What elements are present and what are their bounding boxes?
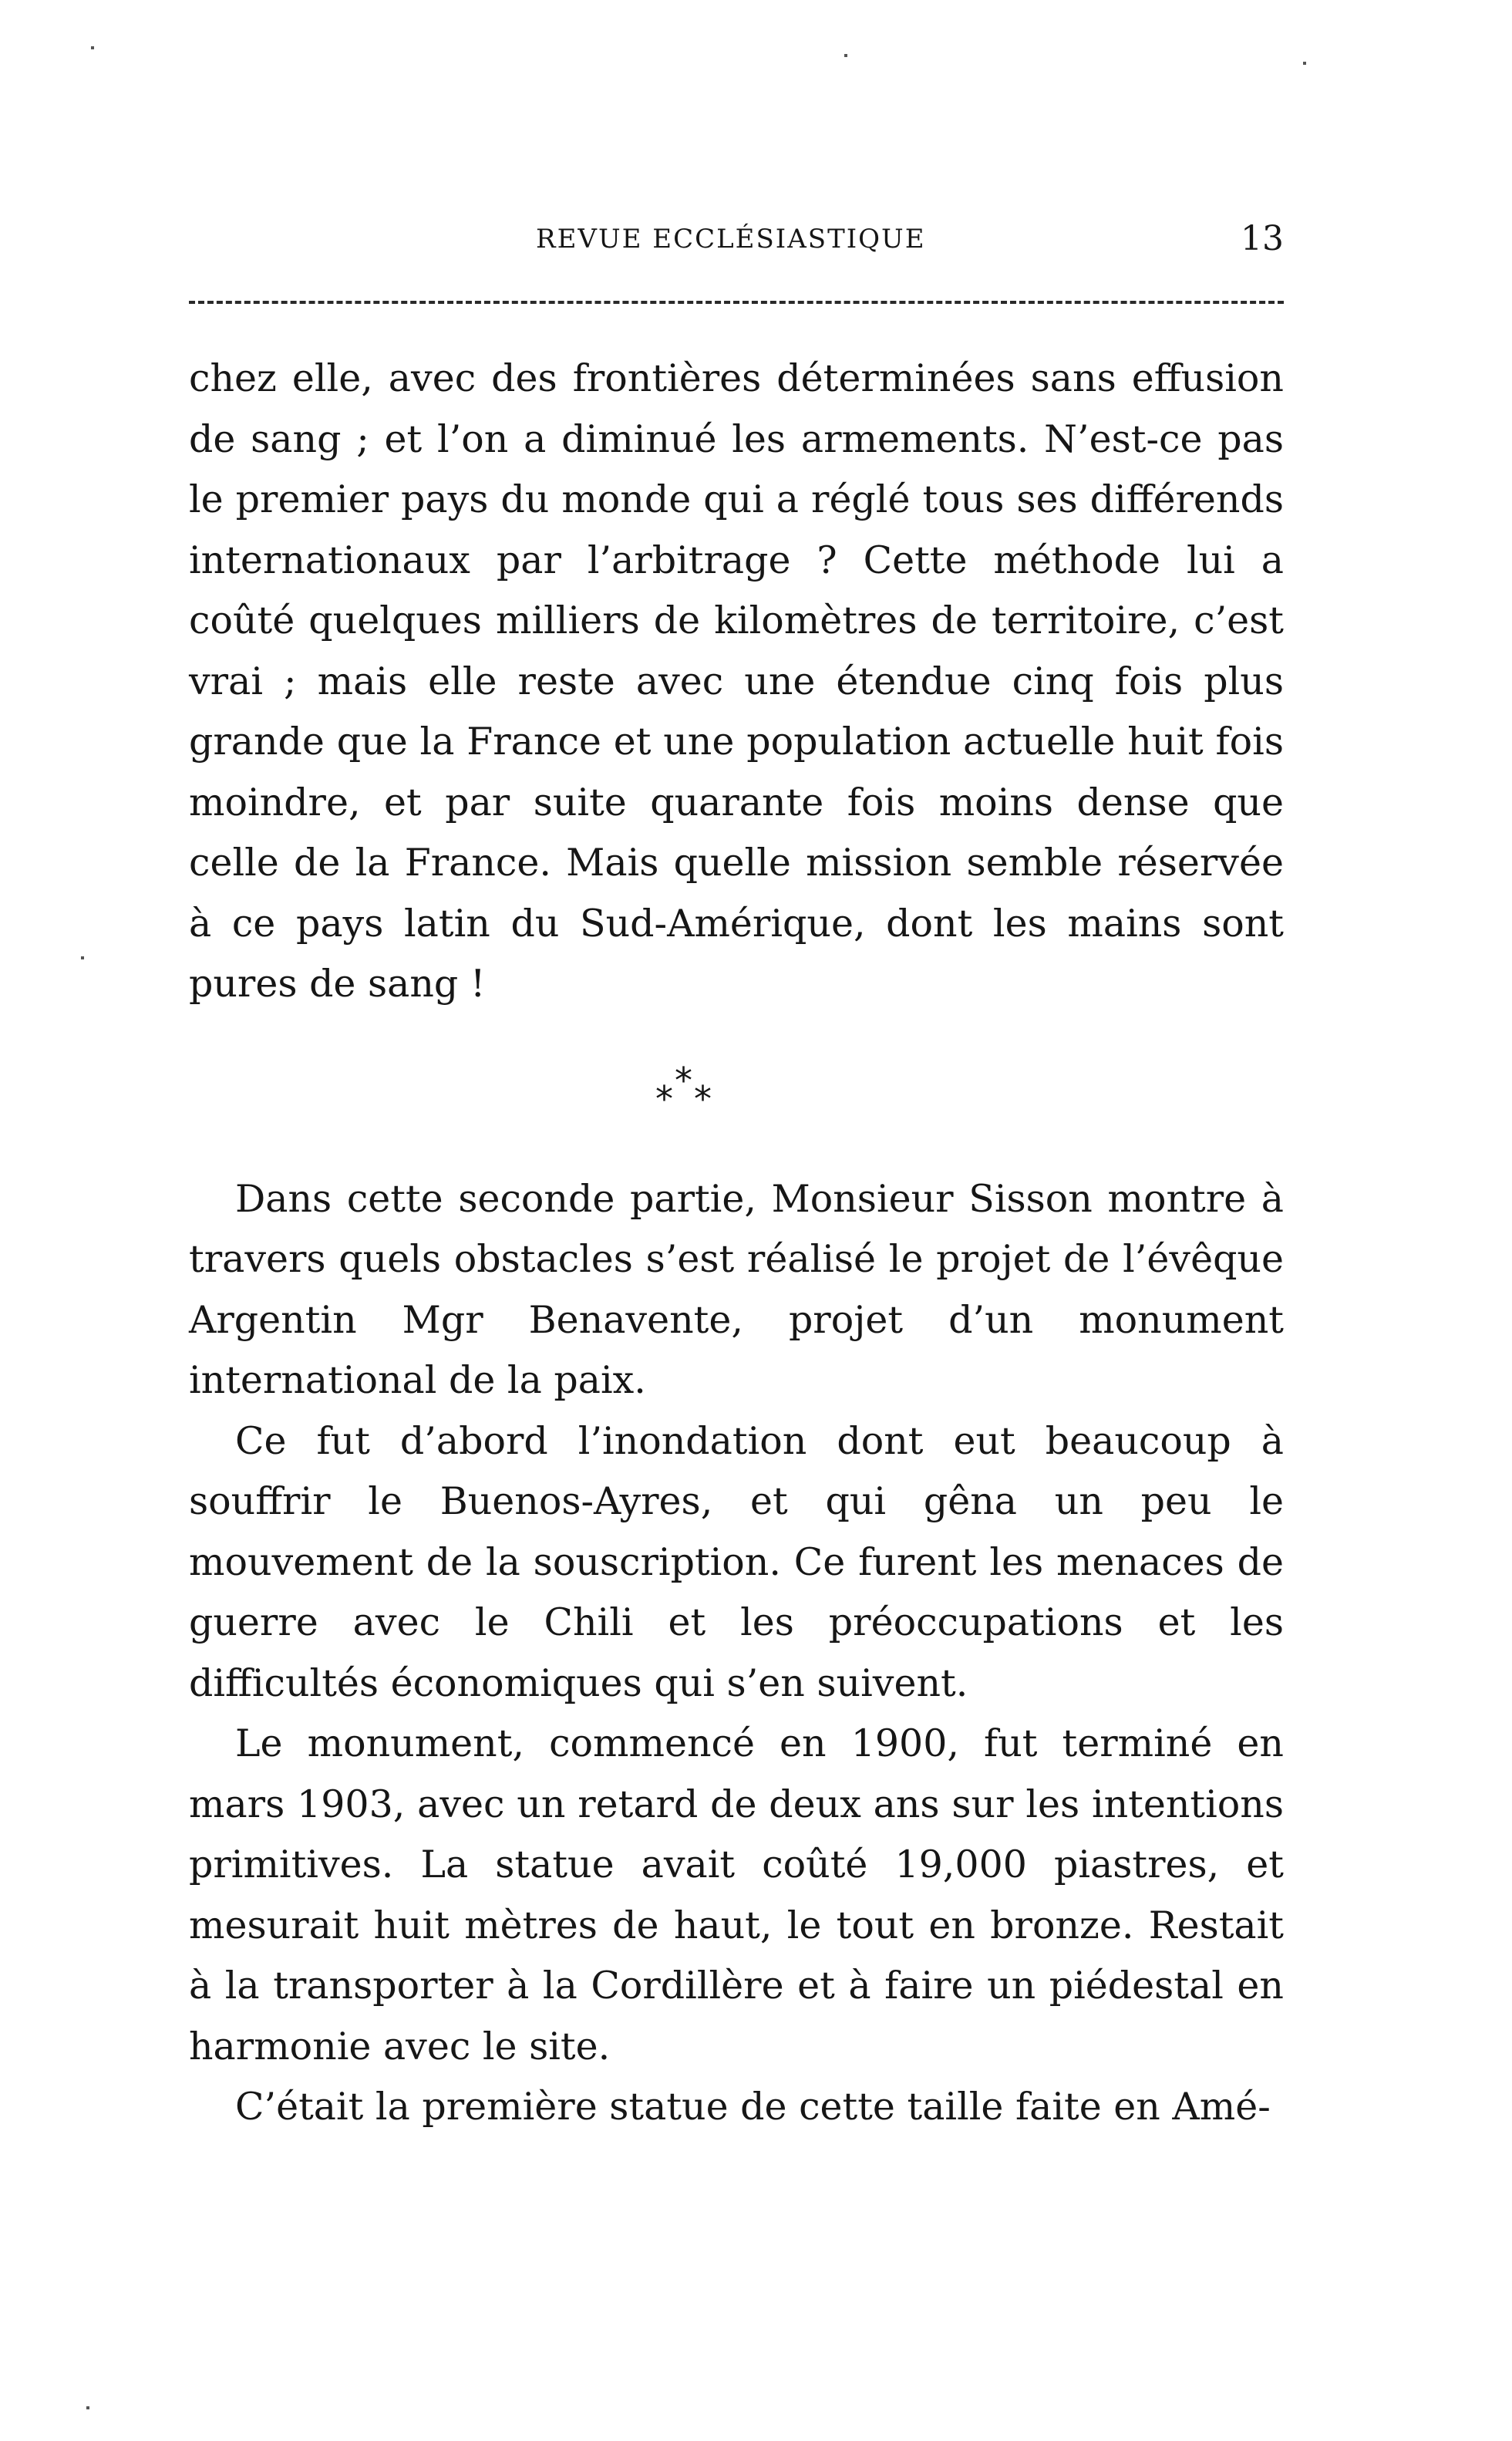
margin-speck xyxy=(1303,62,1306,65)
asterism-star-right: * xyxy=(694,1077,712,1120)
body-text xyxy=(189,349,1284,2138)
page-number: 13 xyxy=(1241,219,1284,258)
paragraph-3: Ce fut d’abord l’inondation dont eut beaucoup à souffrir le Buenos-Ayres, et qui gêna un peu le mouvement de la souscription. Ce furent les menaces de guerre avec le Chili et les préoccupations et les difficultés économiques qui s’en suivent. xyxy=(189,1418,1284,1705)
paragraph-5: C’était la première statue de cette taille faite en Amé- xyxy=(235,2085,1271,2129)
running-title: REVUE ECCLÉSIASTIQUE xyxy=(536,224,926,255)
header-rule xyxy=(189,301,1284,304)
margin-speck xyxy=(91,46,94,49)
paragraph-2: Dans cette seconde partie, Monsieur Sisson montre à travers quels obstacles s’est réalisé le projet de l’évêque Argentin Mgr Benavente, projet d’un monument international de la paix. xyxy=(189,1176,1284,1402)
margin-speck xyxy=(81,956,84,959)
paragraph-1: chez elle, avec des frontières déterminées sans effusion de sang ; et l’on a diminué les armements. N’est-ce pas le premier pays du monde qui a réglé tous ses différends internationaux par l’arbitrage ? Cette méthode lui a coûté quelques milliers de kilomètres de territoire, c’est vrai ; mais elle reste avec une étendue cinq fois plus grande que la France et une population actuelle huit fois moindre, et par suite quarante fois moins dense que celle de la France. Mais quelle mission semble réservée à ce pays latin du Sud-Amérique, dont les mains sont pures de sang ! xyxy=(189,356,1284,1006)
paragraph-4: Le monument, commencé en 1900, fut terminé en mars 1903, avec un retard de deux ans sur les intentions primitives. La statue avait coûté 19,000 piastres, et mesurait huit mètres de haut, le tout en bronze. Restait à la transporter à la Cordillère et à faire un piédestal en harmonie avec le site. xyxy=(189,1721,1284,2068)
margin-speck xyxy=(86,2406,89,2409)
section-asterism xyxy=(189,1015,1284,1169)
margin-speck xyxy=(844,54,847,57)
asterism-star-left: * xyxy=(655,1077,673,1120)
asterism-star-top: * xyxy=(675,1059,692,1101)
running-head xyxy=(189,216,1284,262)
